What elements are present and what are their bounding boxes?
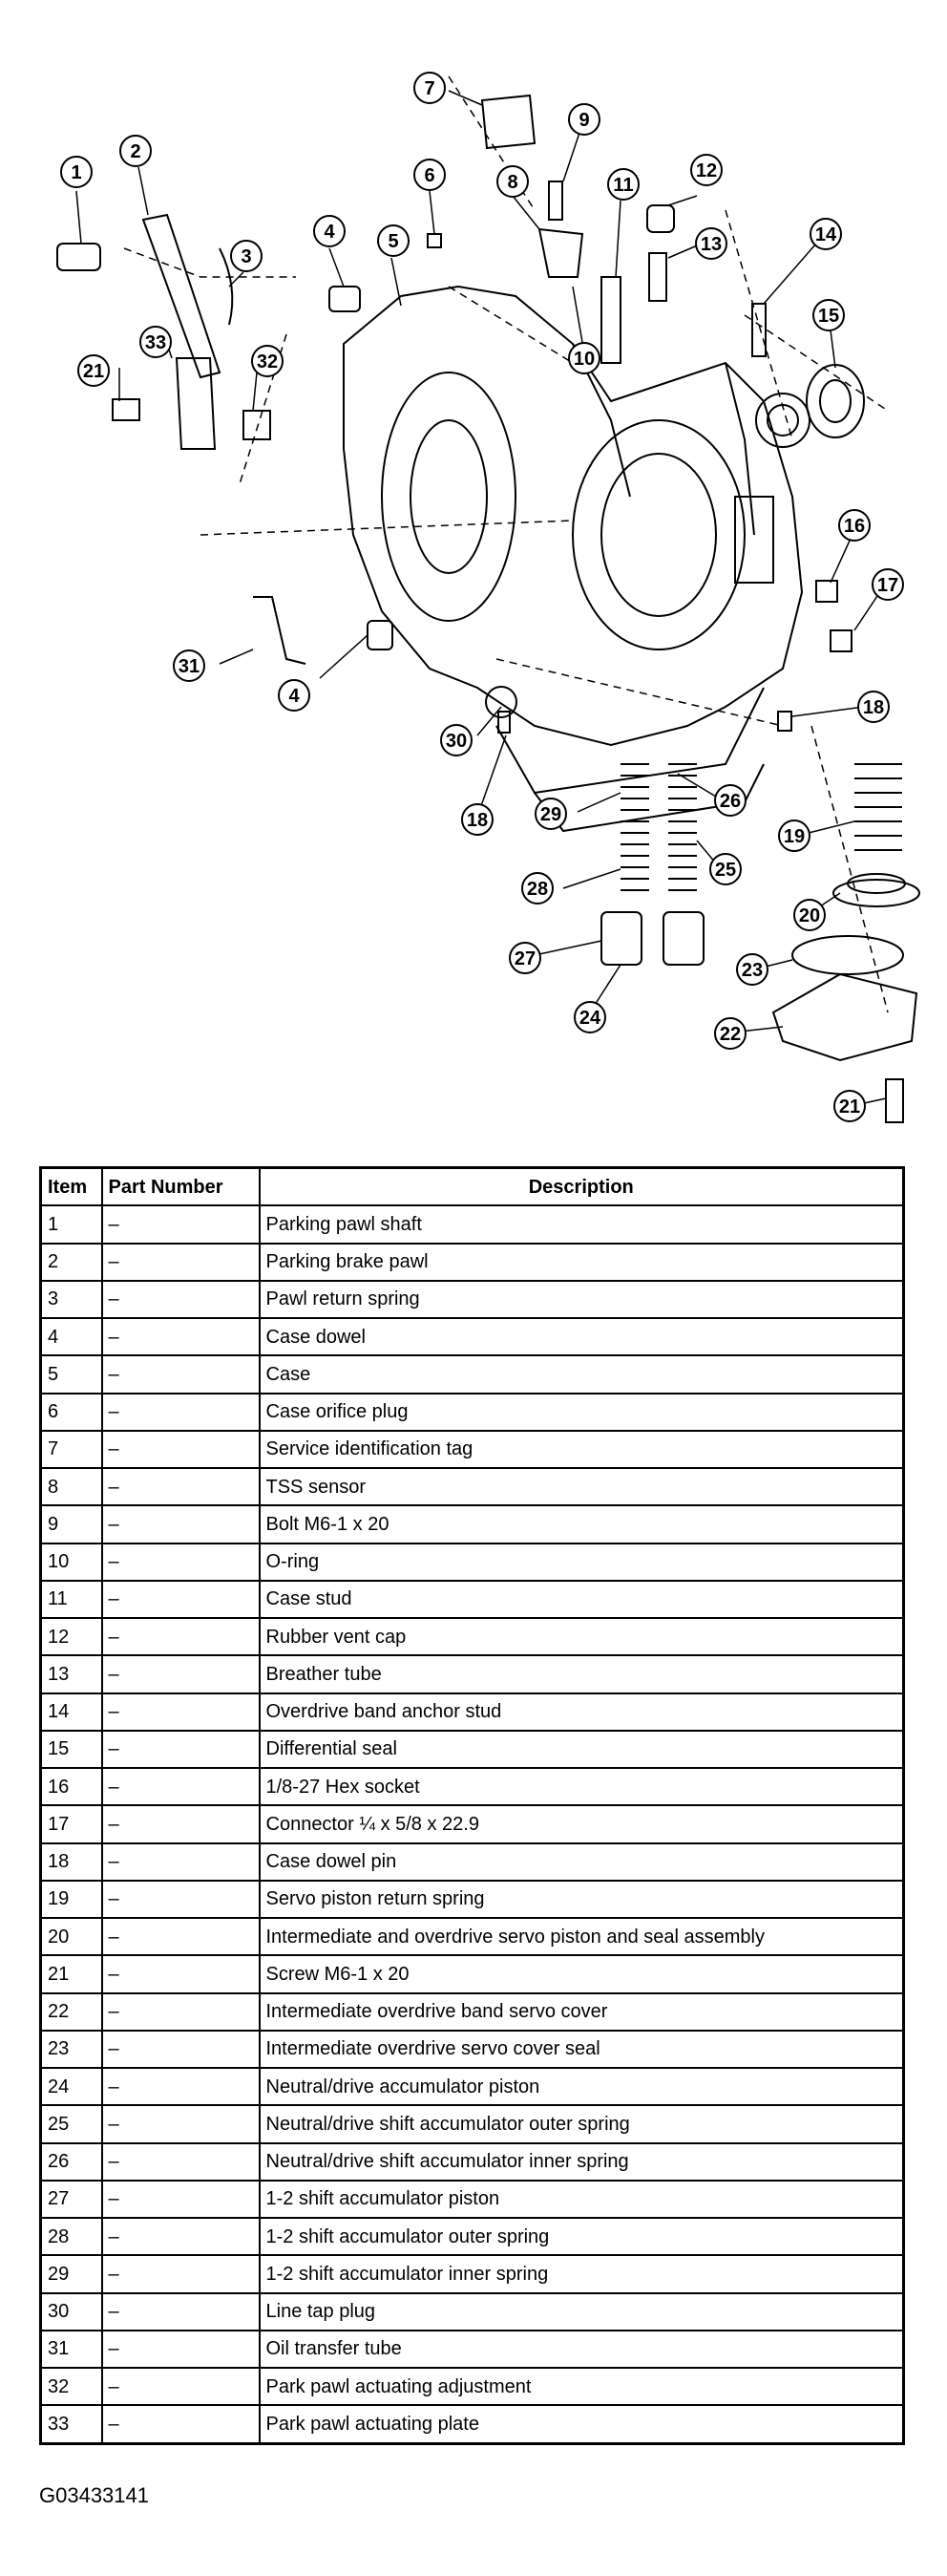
cell-description: Screw M6-1 x 20	[260, 1955, 904, 1992]
cell-description: Case orifice plug	[260, 1394, 904, 1431]
table-row	[41, 2068, 904, 2105]
svg-text:12: 12	[695, 160, 718, 181]
cell-part-number: –	[102, 1468, 260, 1505]
cell-item: 7	[41, 1431, 102, 1468]
callout	[569, 343, 600, 373]
cell-part-number: –	[102, 1394, 260, 1431]
table-row	[41, 1281, 904, 1318]
cell-part-number: –	[102, 1205, 260, 1243]
table-row	[41, 1881, 904, 1918]
table-row	[41, 1731, 904, 1768]
table-row	[41, 2218, 904, 2255]
cell-description: Pawl return spring	[260, 1281, 904, 1318]
cell-description: Connector ¼ x 5/8 x 22.9	[260, 1805, 904, 1842]
cell-part-number: –	[102, 1805, 260, 1842]
callout	[794, 900, 825, 930]
cell-description: Park pawl actuating plate	[260, 2405, 904, 2443]
cell-item: 27	[41, 2181, 102, 2218]
table-row	[41, 1993, 904, 2031]
table-row	[41, 1394, 904, 1431]
cell-part-number: –	[102, 1505, 260, 1543]
cell-description: Neutral/drive accumulator piston	[260, 2068, 904, 2105]
callout	[462, 804, 493, 835]
cell-description: Service identification tag	[260, 1431, 904, 1468]
callout	[78, 355, 109, 386]
svg-text:14: 14	[814, 224, 837, 245]
callout	[696, 228, 726, 259]
table-row	[41, 1843, 904, 1881]
table-row	[41, 1955, 904, 1992]
cell-item: 18	[41, 1843, 102, 1881]
table-row	[41, 2368, 904, 2405]
svg-text:21: 21	[838, 1096, 861, 1118]
cell-description: Case	[260, 1355, 904, 1393]
table-row	[41, 1581, 904, 1618]
cell-description: Parking brake pawl	[260, 1244, 904, 1281]
cell-description: Case dowel pin	[260, 1843, 904, 1881]
svg-text:3: 3	[241, 246, 252, 267]
svg-text:16: 16	[843, 516, 866, 537]
svg-text:29: 29	[539, 804, 562, 825]
svg-text:5: 5	[388, 231, 399, 252]
cell-part-number: –	[102, 2218, 260, 2255]
cell-item: 5	[41, 1355, 102, 1393]
table-row	[41, 1543, 904, 1581]
callout	[569, 104, 600, 135]
table-row	[41, 2143, 904, 2181]
svg-text:19: 19	[783, 826, 806, 847]
callout	[279, 680, 309, 711]
svg-text:28: 28	[526, 879, 549, 900]
svg-text:24: 24	[579, 1008, 601, 1029]
cell-part-number: –	[102, 2068, 260, 2105]
svg-text:26: 26	[719, 791, 742, 812]
cell-description: Breather tube	[260, 1655, 904, 1692]
cell-item: 2	[41, 1244, 102, 1281]
callout	[414, 73, 445, 103]
cell-part-number: –	[102, 2255, 260, 2292]
cell-part-number: –	[102, 1693, 260, 1731]
callout	[174, 650, 204, 681]
cell-description: Differential seal	[260, 1731, 904, 1768]
cell-description: Neutral/drive shift accumulator outer spring	[260, 2105, 904, 2142]
table-row	[41, 2405, 904, 2443]
svg-text:17: 17	[876, 575, 899, 596]
svg-text:20: 20	[798, 905, 821, 926]
callout	[715, 785, 746, 816]
cell-item: 19	[41, 1881, 102, 1918]
cell-part-number: –	[102, 2031, 260, 2068]
cell-part-number: –	[102, 1355, 260, 1393]
cell-part-number: –	[102, 1768, 260, 1805]
callout	[414, 160, 445, 190]
cell-item: 8	[41, 1468, 102, 1505]
cell-description: 1-2 shift accumulator piston	[260, 2181, 904, 2218]
cell-description: O-ring	[260, 1543, 904, 1581]
svg-text:31: 31	[178, 656, 200, 677]
svg-text:11: 11	[613, 175, 634, 196]
table-row	[41, 1355, 904, 1393]
cell-part-number: –	[102, 2105, 260, 2142]
callout	[252, 346, 283, 376]
table-header-row	[41, 1168, 904, 1206]
cell-description: Overdrive band anchor stud	[260, 1693, 904, 1731]
cell-item: 4	[41, 1318, 102, 1355]
table-row	[41, 1918, 904, 1955]
cell-part-number: –	[102, 2181, 260, 2218]
svg-text:10: 10	[573, 349, 596, 370]
cell-item: 26	[41, 2143, 102, 2181]
cell-item: 16	[41, 1768, 102, 1805]
svg-text:27: 27	[514, 948, 537, 969]
callout	[314, 216, 345, 246]
callout	[737, 954, 768, 985]
svg-text:15: 15	[817, 306, 840, 327]
cell-item: 24	[41, 2068, 102, 2105]
cell-item: 29	[41, 2255, 102, 2292]
cell-description: 1-2 shift accumulator outer spring	[260, 2218, 904, 2255]
table-row	[41, 2331, 904, 2368]
parts-table-body	[41, 1205, 904, 2443]
svg-text:9: 9	[579, 110, 590, 131]
cell-description: TSS sensor	[260, 1468, 904, 1505]
cell-part-number: –	[102, 1543, 260, 1581]
parts-table	[39, 1166, 905, 2445]
callout	[834, 1091, 865, 1121]
svg-text:32: 32	[256, 351, 279, 373]
cell-part-number: –	[102, 2331, 260, 2368]
callout	[231, 241, 262, 271]
cell-description: Case stud	[260, 1581, 904, 1618]
callout	[858, 692, 889, 722]
table-row	[41, 1318, 904, 1355]
cell-part-number: –	[102, 1618, 260, 1655]
header-part-number: Part Number	[102, 1168, 260, 1206]
table-row	[41, 1618, 904, 1655]
callout	[441, 725, 472, 756]
cell-item: 11	[41, 1581, 102, 1618]
svg-text:4: 4	[288, 686, 300, 707]
header-item: Item	[41, 1168, 102, 1206]
cell-description: Neutral/drive shift accumulator inner spring	[260, 2143, 904, 2181]
cell-item: 6	[41, 1394, 102, 1431]
svg-text:23: 23	[741, 960, 764, 981]
table-row	[41, 1468, 904, 1505]
cell-description: Intermediate overdrive servo cover seal	[260, 2031, 904, 2068]
cell-item: 32	[41, 2368, 102, 2405]
figure-code: G03433141	[39, 2483, 149, 2507]
cell-item: 22	[41, 1993, 102, 2031]
cell-description: Servo piston return spring	[260, 1881, 904, 1918]
table-row	[41, 1693, 904, 1731]
table-row	[41, 1655, 904, 1692]
svg-text:4: 4	[324, 222, 335, 243]
cell-item: 1	[41, 1205, 102, 1243]
callout	[839, 510, 870, 541]
table-row	[41, 1805, 904, 1842]
cell-part-number: –	[102, 1993, 260, 2031]
callout	[779, 820, 810, 851]
table-row	[41, 1431, 904, 1468]
callout	[536, 798, 566, 829]
cell-item: 10	[41, 1543, 102, 1581]
cell-part-number: –	[102, 1843, 260, 1881]
svg-text:7: 7	[424, 78, 435, 99]
callout	[710, 854, 741, 884]
table-row	[41, 2293, 904, 2331]
cell-description: Park pawl actuating adjustment	[260, 2368, 904, 2405]
cell-item: 33	[41, 2405, 102, 2443]
callout	[691, 155, 722, 185]
cell-description: Intermediate and overdrive servo piston and seal assembly	[260, 1918, 904, 1955]
callout	[873, 569, 903, 600]
cell-item: 25	[41, 2105, 102, 2142]
cell-part-number: –	[102, 1881, 260, 1918]
cell-part-number: –	[102, 1281, 260, 1318]
parts-outlines	[57, 96, 864, 733]
svg-text:30: 30	[445, 731, 468, 752]
callout	[120, 136, 151, 166]
cell-description: 1/8-27 Hex socket	[260, 1768, 904, 1805]
cell-part-number: –	[102, 2368, 260, 2405]
cell-part-number: –	[102, 1318, 260, 1355]
leader-lines	[76, 91, 886, 1103]
cell-description: Line tap plug	[260, 2293, 904, 2331]
cell-part-number: –	[102, 2143, 260, 2181]
cell-part-number: –	[102, 1244, 260, 1281]
cell-description: Rubber vent cap	[260, 1618, 904, 1655]
table-row	[41, 1244, 904, 1281]
cell-part-number: –	[102, 1955, 260, 1992]
table-row	[41, 2031, 904, 2068]
table-row	[41, 1768, 904, 1805]
table-row	[41, 1505, 904, 1543]
cell-item: 28	[41, 2218, 102, 2255]
callout	[140, 327, 171, 357]
svg-text:6: 6	[424, 165, 435, 186]
cell-description: Parking pawl shaft	[260, 1205, 904, 1243]
cell-item: 13	[41, 1655, 102, 1692]
callout	[608, 169, 639, 200]
cell-part-number: –	[102, 1581, 260, 1618]
svg-text:1: 1	[71, 162, 82, 183]
cell-part-number: –	[102, 2293, 260, 2331]
table-row	[41, 2181, 904, 2218]
svg-text:21: 21	[82, 361, 105, 382]
callout	[522, 873, 553, 904]
callout	[715, 1018, 746, 1049]
table-row	[41, 1205, 904, 1243]
callout	[810, 219, 841, 249]
cell-item: 17	[41, 1805, 102, 1842]
cell-description: 1-2 shift accumulator inner spring	[260, 2255, 904, 2292]
header-description: Description	[260, 1168, 904, 1206]
cell-item: 23	[41, 2031, 102, 2068]
svg-text:13: 13	[700, 234, 723, 255]
table-row	[41, 2255, 904, 2292]
callout	[378, 225, 409, 256]
svg-text:18: 18	[466, 810, 489, 831]
cell-item: 3	[41, 1281, 102, 1318]
cell-part-number: –	[102, 1918, 260, 1955]
cell-item: 14	[41, 1693, 102, 1731]
cell-item: 20	[41, 1918, 102, 1955]
callout	[575, 1002, 605, 1033]
svg-text:33: 33	[144, 332, 167, 353]
table-row	[41, 2105, 904, 2142]
cell-description: Intermediate overdrive band servo cover	[260, 1993, 904, 2031]
callout	[61, 157, 92, 187]
cell-item: 31	[41, 2331, 102, 2368]
callout	[510, 943, 540, 973]
cell-item: 9	[41, 1505, 102, 1543]
cell-description: Oil transfer tube	[260, 2331, 904, 2368]
callout	[497, 166, 528, 197]
callout	[813, 300, 844, 330]
svg-text:25: 25	[714, 860, 737, 881]
cell-description: Bolt M6-1 x 20	[260, 1505, 904, 1543]
cell-item: 21	[41, 1955, 102, 1992]
svg-text:2: 2	[130, 141, 141, 162]
svg-text:22: 22	[719, 1024, 742, 1045]
svg-text:8: 8	[507, 172, 518, 193]
cell-item: 15	[41, 1731, 102, 1768]
svg-text:18: 18	[862, 697, 885, 718]
cell-description: Case dowel	[260, 1318, 904, 1355]
cell-part-number: –	[102, 2405, 260, 2443]
cell-part-number: –	[102, 1431, 260, 1468]
cell-item: 30	[41, 2293, 102, 2331]
exploded-view-diagram	[0, 0, 947, 1127]
cell-item: 12	[41, 1618, 102, 1655]
cell-part-number: –	[102, 1731, 260, 1768]
cell-part-number: –	[102, 1655, 260, 1692]
